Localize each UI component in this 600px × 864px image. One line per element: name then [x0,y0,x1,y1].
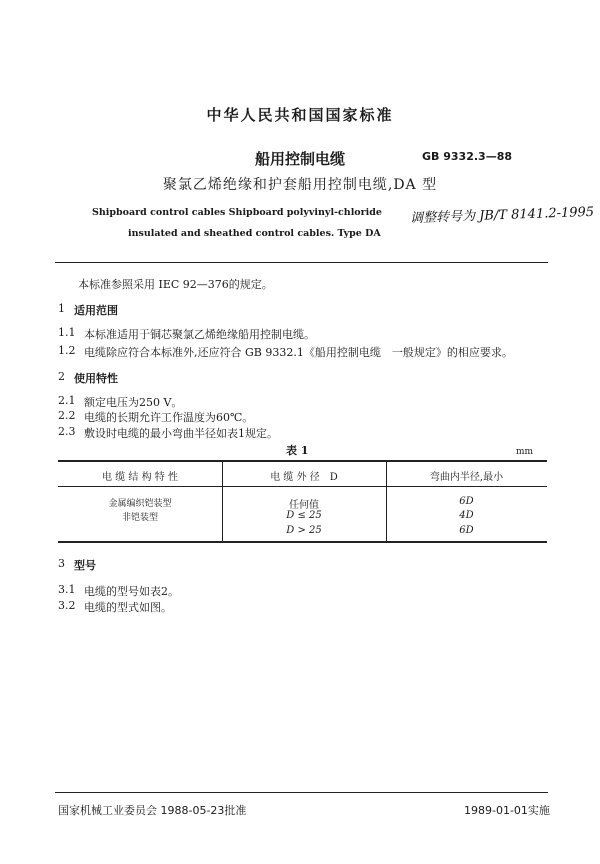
table-1-unit: mm [516,447,534,457]
table-header-structure: 电 缆 结 构 特 性 [102,472,178,483]
table-bottom-rule [58,541,547,543]
clause-2-1: 额定电压为250 V。 [84,396,183,409]
table-row-1-radius: 6D [459,496,474,507]
table-row-3-diameter: D > 25 [286,525,322,536]
clause-2-3: 敷设时电缆的最小弯曲半径如表1规定。 [84,427,278,440]
clause-2-3-number: 2.3 [58,425,76,438]
header-rule [55,262,548,263]
footer-rule [55,792,548,793]
table-header-rule [58,486,547,487]
table-header-bend-radius: 弯曲内半径,最小 [429,472,504,483]
section-1-title: 适用范围 [74,304,118,317]
clause-3-1-number: 3.1 [58,583,76,596]
table-row-2-diameter: D ≤ 25 [286,510,322,521]
clause-1-1: 本标准适用于铜芯聚氯乙烯绝缘船用控制电缆。 [84,328,315,341]
table-1-caption: 表 1 [286,444,309,457]
intro-paragraph: 本标准参照采用 IEC 92—376的规定。 [78,278,273,291]
implementation-date: 1989-01-01实施 [464,804,550,817]
english-title-line-1: Shipboard control cables Shipboard polyvinyl-chloride [92,207,382,218]
table-row-2-radius: 4D [459,510,474,521]
document-title: 船用控制电缆 [254,150,345,168]
clause-3-2-number: 3.2 [58,599,76,612]
section-2-title: 使用特性 [74,372,118,385]
table-row-1-diameter: 任何值 [289,500,319,511]
table-row-1-structure: 金属编织铠装型 [108,499,172,509]
section-3-number: 3 [58,557,65,570]
document-subtitle: 聚氯乙烯绝缘和护套船用控制电缆,DA 型 [162,177,438,193]
clause-2-1-number: 2.1 [58,394,76,407]
english-title-line-2: insulated and sheathed control cables. Type DA [128,228,381,239]
clause-3-2: 电缆的型式如图。 [84,601,172,614]
table-row-2-structure: 非铠装型 [121,513,158,523]
table-header-diameter: 电 缆 外 径 D [270,472,338,483]
table-row-3-radius: 6D [459,525,474,536]
clause-2-2-number: 2.2 [58,409,76,422]
national-standard-heading: 中华人民共和国国家标准 [206,106,394,124]
standard-number: GB 9332.3—88 [422,150,512,163]
handwritten-note: 调整转号为 JB/T 8141.2-1995 [409,204,595,227]
section-1-number: 1 [58,302,65,315]
approval-line: 国家机械工业委员会 1988-05-23批准 [58,804,247,817]
table-top-rule [58,460,547,462]
clause-2-2: 电缆的长期允许工作温度为60℃。 [84,411,254,424]
section-3-title: 型号 [74,559,96,572]
section-2-number: 2 [58,370,65,383]
clause-3-1: 电缆的型号如表2。 [84,585,179,598]
clause-1-2: 电缆除应符合本标准外,还应符合 GB 9332.1《船用控制电缆 一般规定》的相应要求。 [84,346,513,359]
clause-1-2-number: 1.2 [58,344,76,357]
clause-1-1-number: 1.1 [58,326,76,339]
